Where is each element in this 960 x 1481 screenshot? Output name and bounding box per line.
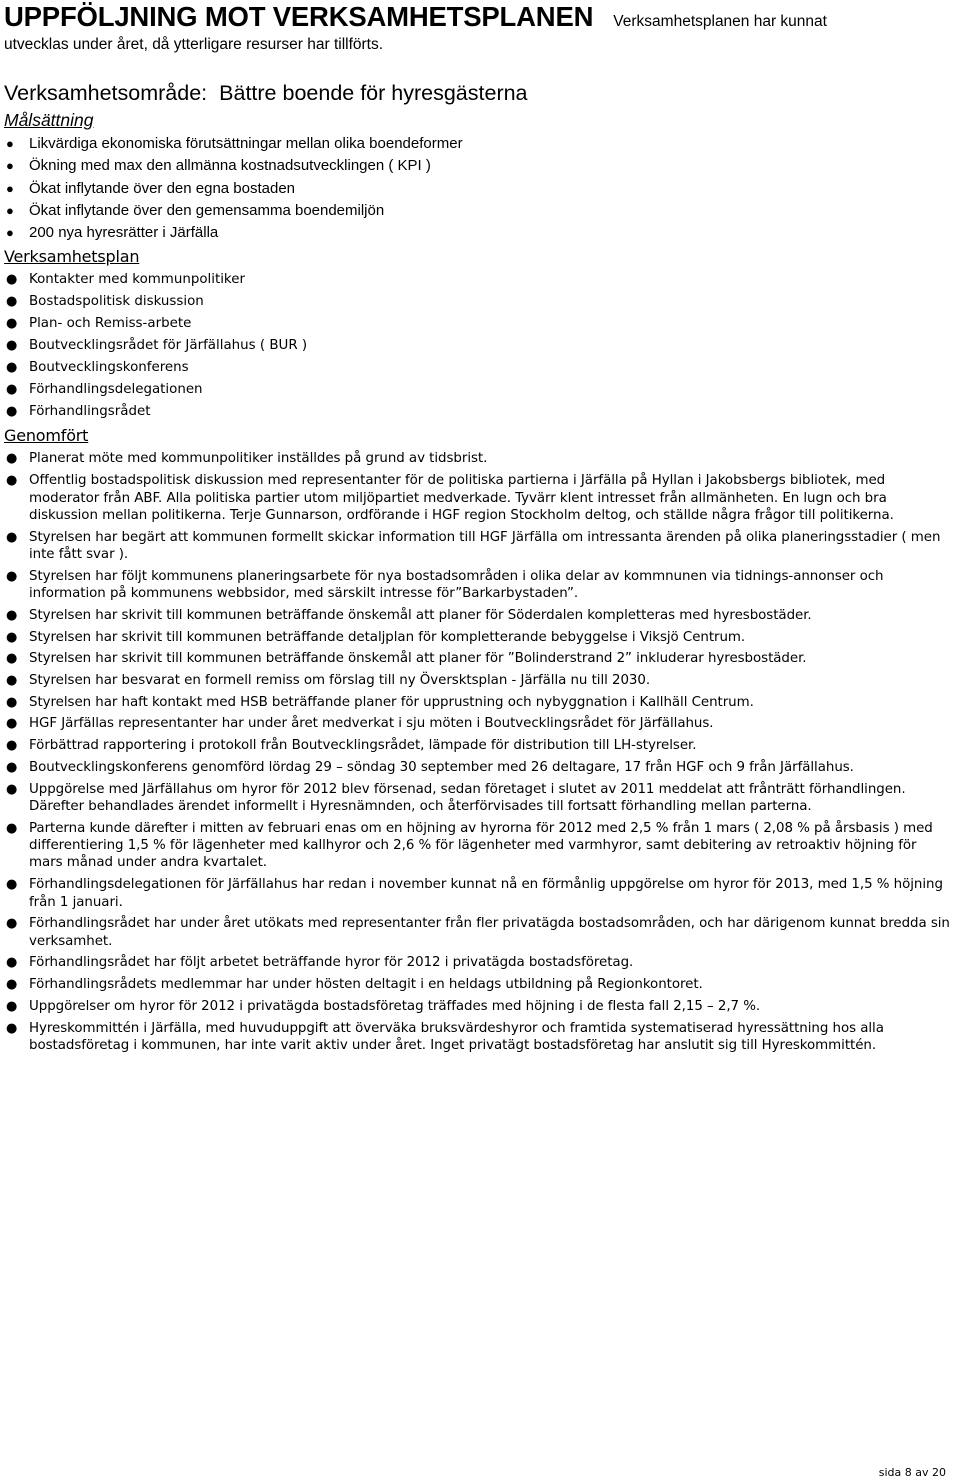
list-item-text: 200 nya hyresrätter i Järfälla: [29, 224, 219, 242]
list-item: [4, 450, 952, 467]
bullet-icon: ●: [6, 955, 18, 971]
list-item-text: Uppgörelser om hyror för 2012 i privatägda bostadsföretag träffades med höjning i de flesta fall 2,15 – 2,7 %.: [29, 998, 761, 1014]
list-item: [4, 781, 952, 816]
bullet-icon: ●: [6, 651, 18, 667]
list-item: [4, 401, 956, 423]
list-item: [4, 694, 952, 711]
list-item-text: Boutvecklingskonferens: [29, 360, 189, 376]
bullet-icon: ●: [6, 877, 18, 893]
list-item-text: Styrelsen har besvarat en formell remiss om förslag till ny Översktsplan - Järfälla nu till 2030.: [29, 673, 651, 689]
list-item-text: Plan- och Remiss-arbete: [29, 316, 192, 332]
list-item: [4, 178, 956, 200]
list-item-text: Ökat inflytande över den gemensamma boendemiljön: [29, 201, 385, 219]
list-item: [4, 155, 956, 177]
bullet-icon: ●: [6, 738, 18, 754]
list-item: [4, 200, 956, 222]
list-item-text: Uppgörelse med Järfällahus om hyror för 2012 blev försenad, sedan företaget i slutet av 2011 meddelat att frånträtt förhandlingen. Därefter behandlades ärendet informellt i Hyresnämnden, och återförvisades till fortsatt förhandling mellan parterna.: [29, 781, 906, 814]
bullet-icon: ●: [6, 180, 14, 196]
bullet-icon: ●: [6, 382, 18, 398]
list-item: [4, 472, 952, 524]
list-item: [4, 222, 956, 244]
list-item: [4, 313, 956, 335]
list-item-text: Förhandlingsdelegationen för Järfällahus har redan i november kunnat nå en förmånlig uppgörelse om hyror för 2013, med 1,5 % höjning från 1 januari.: [29, 877, 943, 910]
bullet-icon: ●: [6, 202, 14, 218]
bullet-icon: ●: [6, 673, 18, 689]
list-item: [4, 954, 952, 971]
list-item-text: Styrelsen har skrivit till kommunen beträffande detaljplan för kompletterande bebyggelse i Viksjö Centrum.: [29, 629, 746, 645]
bullet-icon: ●: [6, 607, 18, 623]
page-title: UPPFÖLJNING MOT VERKSAMHETSPLANEN: [4, 1, 594, 32]
page-number: sida 8 av 20: [878, 1466, 946, 1479]
done-list: [4, 450, 956, 1054]
list-item-text: Förbättrad rapportering i protokoll från Boutvecklingsrådet, lämpade för distribution till LH-styrelser.: [29, 738, 697, 754]
bullet-icon: ●: [6, 272, 18, 288]
list-item-text: Kontakter med kommunpolitiker: [29, 272, 245, 288]
list-item: [4, 291, 956, 313]
list-item-text: Boutvecklingskonferens genomförd lördag 29 – söndag 30 september med 26 deltagare, 17 från HGF och 9 från Järfällahus.: [29, 759, 854, 775]
bullet-icon: ●: [6, 977, 18, 993]
plan-list: [4, 269, 956, 423]
list-item: [4, 379, 956, 401]
goals-list: [4, 133, 956, 244]
intro-text: utvecklas under året, då ytterligare resurser har tillförts.: [4, 36, 384, 53]
list-item-text: Ökat inflytande över den egna bostaden: [29, 179, 296, 197]
list-item: [4, 529, 952, 564]
list-item: [4, 672, 952, 689]
bullet-icon: ●: [6, 451, 18, 467]
list-item-text: Förhandlingsdelegationen: [29, 382, 203, 398]
bullet-icon: ●: [6, 916, 18, 932]
list-item-text: Styrelsen har följt kommunens planeringsarbete för nya bostadsområden i olika delar av kommnunen via tidnings-annonser och information på kommunens webbsidor, med särskilt intresse för”Barkarbystaden”.: [29, 568, 884, 602]
list-item: [4, 568, 952, 603]
list-item: [4, 1020, 952, 1055]
bullet-icon: ●: [6, 338, 18, 354]
header: [4, 2, 956, 37]
list-item-text: Hyreskommittén i Järfälla, med huvuduppgift att överväka bruksvärdeshyror och framtida systematiserad hyressättning hos alla bostadsföretag i kommunen, har inte varit aktiv under året. Inget privatägt bostadsföretag har anslutit sig till Hyreskommittén.: [29, 1020, 884, 1053]
list-item: [4, 269, 956, 291]
list-item-text: Förhandlingsrådet har följt arbetet beträffande hyror för 2012 i privatägda bostadsföretag.: [29, 955, 634, 971]
list-item: [4, 820, 952, 872]
bullet-icon: ●: [6, 360, 18, 376]
bullet-icon: ●: [6, 316, 18, 332]
list-item-text: Förhandlingsrådet: [29, 404, 151, 420]
bullet-icon: ●: [6, 529, 18, 545]
list-item-text: Offentlig bostadspolitisk diskussion med representanter för de politiska partierna i Järfälla på Hyllan i Jakobsbergs bibliotek, med moderator från ABF. Alla politiska partier utom miljöpartiet medverkade. Tyvärr klent intresset från allmänheten. En lugn och bra diskussion mellan politikerna. Terje Gunnarson, ordförande i HGF region Stockholm deltog, och ställde några frågor till politikerna.: [29, 473, 894, 523]
list-item-text: HGF Järfällas representanter har under året medverkat i sju möten i Boutvecklingsrådet för Järfällahus.: [29, 716, 714, 732]
list-item: [4, 715, 952, 732]
bullet-icon: ●: [6, 294, 18, 310]
list-item-text: Bostadspolitisk diskussion: [29, 294, 204, 310]
list-item-text: Styrelsen har skrivit till kommunen beträffande önskemål att planer för ”Bolinderstrand 2” inkluderar hyresbostäder.: [29, 651, 807, 667]
bullet-icon: ●: [6, 716, 18, 732]
list-item-text: Styrelsen har begärt att kommunen formellt skickar information till HGF Järfälla om intressanta ärenden på olika planeringsstadier ( men inte fått svar ).: [29, 529, 941, 563]
area-label: Verksamhetsområde:: [4, 81, 208, 105]
bullet-icon: ●: [6, 158, 14, 174]
list-item: [4, 998, 952, 1015]
bullet-icon: ●: [6, 759, 18, 775]
list-item-text: Planerat möte med kommunpolitiker inställdes på grund av tidsbrist.: [29, 451, 488, 467]
bullet-icon: ●: [6, 781, 18, 797]
area-title: Bättre boende för hyresgästerna: [219, 81, 528, 105]
list-item: [4, 629, 952, 646]
bullet-icon: ●: [6, 629, 18, 645]
list-item-text: Förhandlingsrådet har under året utökats med representanter från fler privatägda bostadsområden, och har därigenom kunnat bredda sin verksamhet.: [29, 916, 950, 949]
document-page: [4, 0, 956, 1059]
bullet-icon: ●: [6, 568, 18, 584]
list-item-text: Styrelsen har skrivit till kommunen beträffande önskemål att planer för Söderdalen kompletteras med hyresbostäder.: [29, 607, 812, 623]
done-heading: Genomfört: [4, 426, 89, 446]
list-item: [4, 650, 952, 667]
list-item: [4, 357, 956, 379]
area-heading: [4, 80, 956, 106]
list-item-text: Förhandlingsrådets medlemmar har under hösten deltagit i en heldags utbildning på Regionkontoret.: [29, 977, 703, 993]
list-item: [4, 915, 952, 950]
bullet-icon: ●: [6, 820, 18, 836]
title-tail-text: Verksamhetsplanen har kunnat: [613, 13, 827, 30]
bullet-icon: ●: [6, 694, 18, 710]
list-item-text: Styrelsen har haft kontakt med HSB beträffande planer för upprustning och nybyggnation i Kallhäll Centrum.: [29, 694, 754, 710]
list-item-text: Parterna kunde därefter i mitten av februari enas om en höjning av hyrorna för 2012 med 2,5 % från 1 mars ( 2,08 % på årsbasis ) med differentiering 1,5 % för lägenheter med kallhyror och 2,6 % för lägenheter med varmhyror, samt debitering av retroaktiv höjning för mars månad under andra kvartalet.: [29, 820, 933, 871]
list-item-text: Likvärdiga ekonomiska förutsättningar mellan olika boendeformer: [29, 135, 463, 152]
list-item: [4, 335, 956, 357]
bullet-icon: ●: [6, 1020, 18, 1036]
plan-heading: Verksamhetsplan: [4, 247, 140, 267]
bullet-icon: ●: [6, 473, 18, 489]
list-item-text: Ökning med max den allmänna kostnadsutvecklingen ( KPI ): [29, 157, 431, 175]
bullet-icon: ●: [6, 998, 18, 1014]
list-item: [4, 876, 952, 911]
list-item: [4, 133, 956, 155]
bullet-icon: ●: [6, 225, 14, 241]
bullet-icon: ●: [6, 404, 18, 420]
list-item: [4, 759, 952, 776]
list-item-text: Boutvecklingsrådet för Järfällahus ( BUR ): [29, 338, 308, 354]
goals-heading: Målsättning: [4, 110, 94, 130]
list-item: [4, 976, 952, 993]
list-item: [4, 737, 952, 754]
list-item: [4, 607, 952, 624]
bullet-icon: ●: [6, 136, 14, 151]
